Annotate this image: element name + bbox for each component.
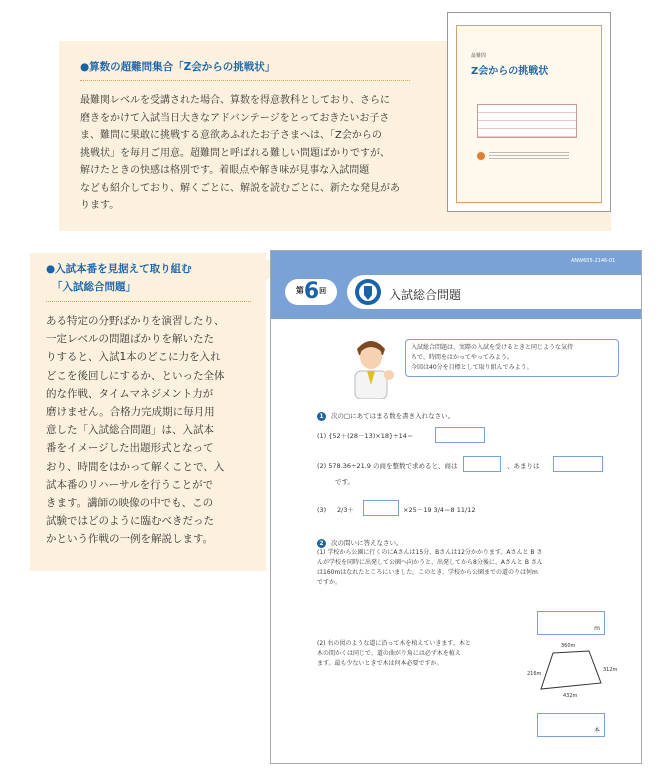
left-panel-line: ある特定の分野ばかりを演習したり、	[46, 315, 225, 327]
left-panel-line: 試本番のリハーサルを行うことがで	[46, 478, 214, 491]
question-2-2-line: 木の間かくは同じで、道の曲がり角には必ず木を植え	[317, 650, 461, 657]
figure-label-bottom: 432m	[563, 693, 578, 699]
unit-m: m	[594, 625, 600, 632]
question-2-heading: 次の問いに答えなさい。	[331, 539, 403, 547]
left-panel-line: 的な作戦、タイムマネジメント力が	[46, 387, 214, 400]
question-2-2-line: ます。最も少ないときで木は何本必要ですか。	[317, 660, 443, 667]
figure-label-left: 216m	[527, 671, 542, 677]
answer-box-1-1[interactable]	[435, 427, 485, 443]
round-dai: 第	[295, 286, 304, 295]
figure-label-right: 312m	[603, 667, 618, 673]
intro-line: 今回は40分を目標として取り組んでみよう。	[411, 364, 533, 371]
question-2-2-line: (2) 右の図のような道に沿って木を植えていきます。木と	[317, 640, 471, 647]
cover-note	[489, 152, 569, 159]
round-kai: 回	[319, 287, 327, 295]
top-panel-line: 磨きをかけて入試当日大きなアドバンテージをとっておきたいお子さ	[80, 112, 390, 124]
answer-box-2-1[interactable]	[537, 611, 605, 635]
cover-small-label: 最難問	[471, 53, 487, 59]
question-1-3c: ×25－19 3/4＝8 11/12	[403, 506, 476, 514]
student-character-icon	[345, 331, 397, 399]
question-2-number: 2	[317, 539, 326, 548]
top-panel-line: ります。	[80, 200, 120, 211]
top-panel-divider	[80, 80, 410, 81]
intro-line: 入試総合問題は、実際の入試を受けるときと同じような気持	[411, 344, 574, 351]
question-1-number: 1	[317, 412, 326, 421]
top-panel-line: 挑戦状」を毎月ご用意。超難問と呼ばれる難しい問題ばかりですが、	[80, 147, 390, 159]
left-panel-body	[46, 312, 262, 549]
intro-box	[405, 339, 619, 377]
top-panel-line: なども紹介しており、解くごとに、解説を読むごとに、新たな発見があ	[80, 182, 400, 194]
cover-inner	[456, 25, 602, 203]
question-1-2c: です。	[335, 478, 354, 486]
top-panel-body	[80, 92, 440, 215]
question-2-1-line: ですか。	[317, 579, 342, 586]
left-panel-line: 番をイメージした出題形式となって	[46, 442, 214, 455]
left-panel-line: どこを後回しにするか、といった全体	[46, 369, 225, 382]
top-panel-title: ●算数の超難問集合「Z会からの挑戦状」	[80, 61, 276, 73]
left-panel-line: りすると、入試1本のどこに力を入れ	[46, 351, 221, 364]
left-panel-title-2: 「入試総合問題」	[52, 281, 136, 293]
question-2-1	[317, 548, 633, 588]
top-panel-line: 最難関レベルを受講された場合、算数を得意教科としており、さらに	[80, 95, 390, 106]
left-panel-line: 意した「入試総合問題」は、入試本	[46, 424, 214, 437]
worksheet-title: 入試総合問題	[389, 288, 462, 302]
question-1-2a: (2) 578.36÷21.9 の商を整数で求めると、商は	[317, 462, 458, 470]
question-1-2b: 、あまりは	[507, 462, 540, 470]
left-panel-line: きます。講師の映像の中でも、この	[46, 497, 214, 510]
figure-label-top: 360m	[561, 643, 576, 649]
left-panel-line: おり、時間をはかって解くことで、入	[46, 460, 225, 473]
round-badge	[285, 279, 337, 305]
pencil-emblem-icon	[355, 279, 381, 305]
left-panel-line: 磨けません。合格力完成期に毎月用	[46, 406, 215, 419]
top-panel-line: 解けたときの快感は格別です。着眼点や解き味が見事な入試問題	[80, 165, 370, 176]
unit-hon: 本	[593, 727, 600, 734]
left-panel-line: 試験ではどのように臨むべきだった	[46, 515, 214, 528]
question-2-1-line: は160mはなれたところにいました。このとき、学校から公園までの道のりは何m	[317, 569, 538, 576]
question-2-2	[317, 639, 527, 669]
top-panel-line: ま、難問に果敢に挑戦する意欲あふれたお子さまへは、「Z会からの	[80, 130, 382, 141]
left-panel-divider	[46, 301, 251, 302]
left-panel-line: 一定レベルの問題ばかりを解いたた	[46, 333, 214, 346]
question-2-1-line: んが学校を同時に出発して公園へ向かうと、出発してから8分後に、Aさんと B さん	[317, 559, 543, 566]
cover-title: Z会からの挑戦状	[471, 66, 549, 77]
question-2-1-line: (1) 学校から公園に行くのにAさんは15分、Bさんは12分かかります。Aさんと B さ	[317, 549, 543, 556]
answer-box-1-3[interactable]	[363, 500, 399, 516]
cover-table	[477, 104, 577, 138]
answer-box-1-2-remainder[interactable]	[553, 456, 603, 472]
question-1-1: (1) {52＋(28－13)×18}÷14＝	[317, 432, 414, 440]
worksheet-code: ANW605-2146-01	[571, 258, 616, 264]
round-number: 6	[303, 279, 320, 304]
question-1-heading: 次の□にあてはまる数を書き入れなさい。	[331, 412, 455, 420]
intro-line: ちで、時間をはかってやってみよう。	[411, 354, 513, 361]
question-1-3b: 2/3＋	[337, 506, 354, 514]
left-panel-line: かという作戦の一例を解説します。	[46, 533, 214, 546]
answer-box-1-2-quotient[interactable]	[463, 456, 501, 472]
answer-box-2-2[interactable]	[537, 713, 605, 737]
cover-logo	[477, 152, 485, 160]
question-1-3a: (3)	[317, 506, 327, 514]
left-panel-title-1: ●入試本番を見据えて取り組む	[46, 263, 192, 275]
cover-thumbnail	[447, 12, 611, 212]
worksheet	[270, 250, 642, 764]
